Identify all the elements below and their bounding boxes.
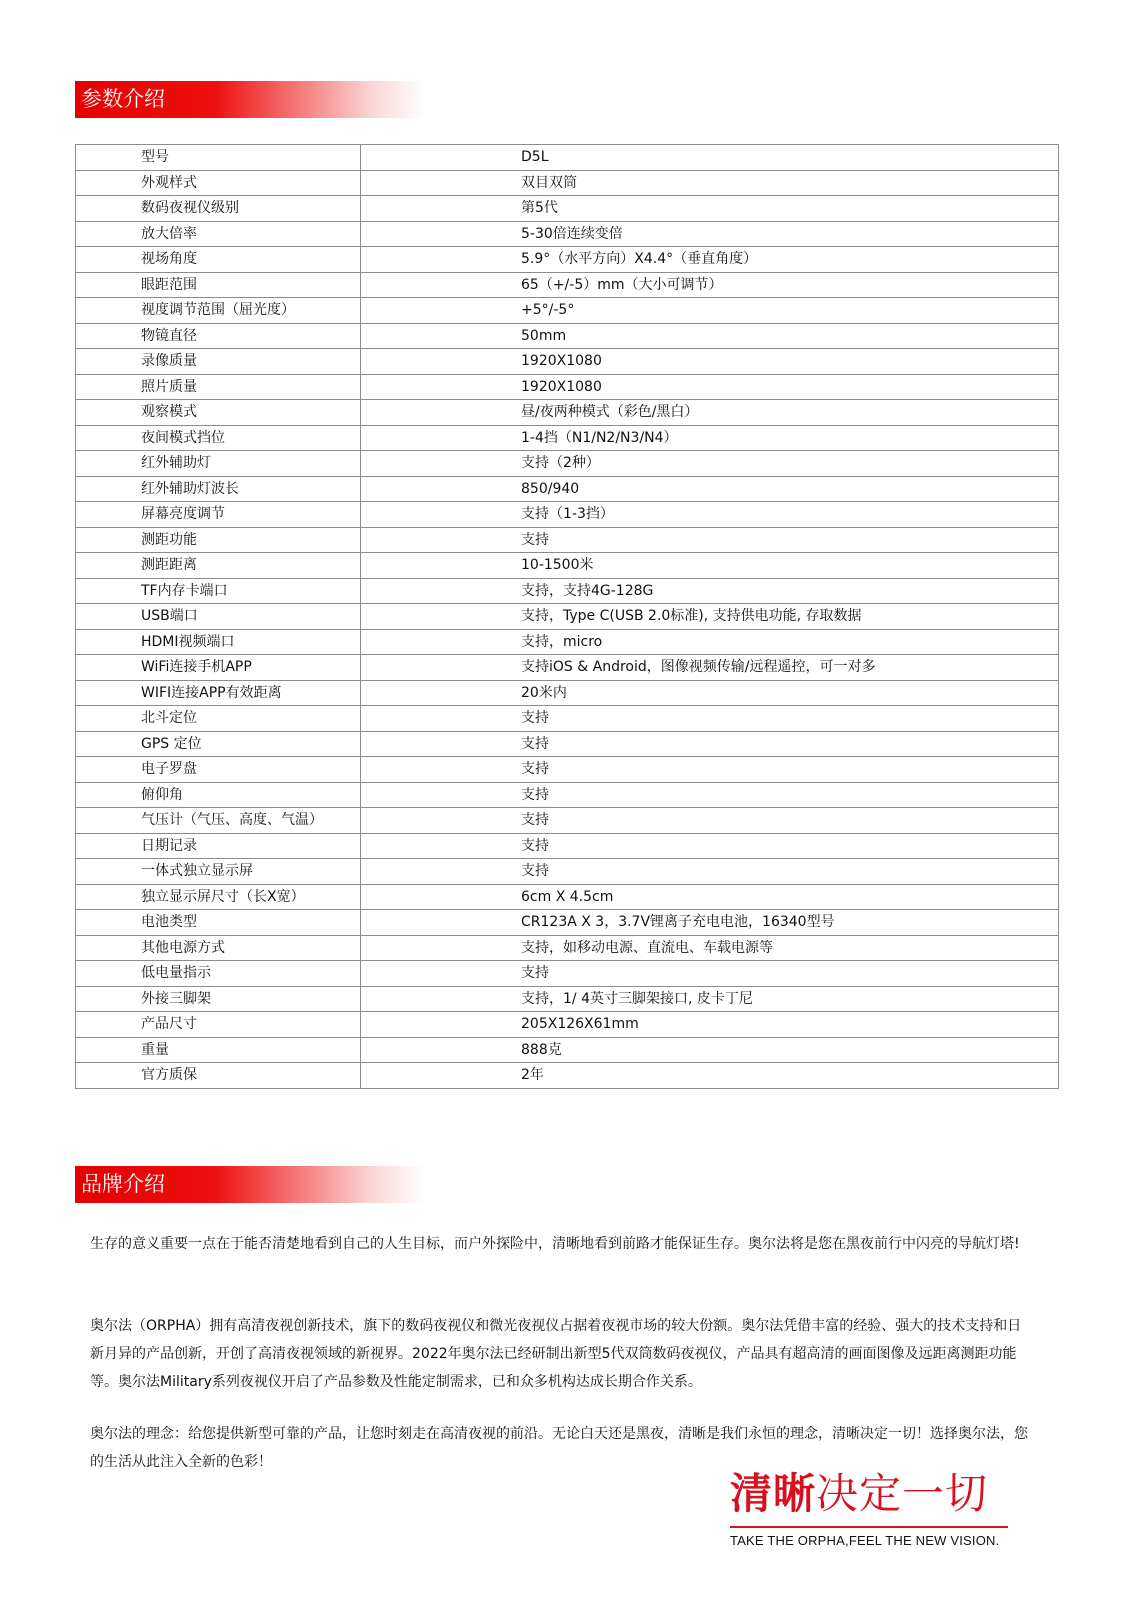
table-row [76, 145, 1059, 171]
spec-value: 支持 [361, 527, 1059, 553]
spec-name: WIFI连接APP有效距离 [76, 680, 361, 706]
spec-name: 官方质保 [76, 1063, 361, 1089]
spec-name: 其他电源方式 [76, 935, 361, 961]
spec-name: 照片质量 [76, 374, 361, 400]
table-row [76, 451, 1059, 477]
table-row [76, 1037, 1059, 1063]
slogan-tagline: TAKE THE ORPHA,FEEL THE NEW VISION. [730, 1533, 1000, 1548]
spec-name: 测距距离 [76, 553, 361, 579]
spec-value: 5.9°（水平方向）X4.4°（垂直角度） [361, 247, 1059, 273]
table-row [76, 833, 1059, 859]
spec-value: 205X126X61mm [361, 1012, 1059, 1038]
spec-name: 气压计（气压、高度、气温） [76, 808, 361, 834]
table-row [76, 553, 1059, 579]
spec-value: D5L [361, 145, 1059, 171]
table-row [76, 706, 1059, 732]
spec-name: 屏幕亮度调节 [76, 502, 361, 528]
spec-name: 放大倍率 [76, 221, 361, 247]
spec-value: 支持 [361, 731, 1059, 757]
spec-value: 双目双筒 [361, 170, 1059, 196]
spec-name: HDMI视频端口 [76, 629, 361, 655]
spec-value: 10-1500米 [361, 553, 1059, 579]
table-row [76, 757, 1059, 783]
spec-value: 支持，如移动电源、直流电、车载电源等 [361, 935, 1059, 961]
spec-table [75, 144, 1059, 1089]
table-row [76, 196, 1059, 222]
slogan-light: 决定一切 [816, 1469, 989, 1518]
table-row [76, 578, 1059, 604]
table-row [76, 400, 1059, 426]
table-row [76, 323, 1059, 349]
spec-name: 型号 [76, 145, 361, 171]
spec-name: 物镜直径 [76, 323, 361, 349]
spec-value: 1-4挡（N1/N2/N3/N4） [361, 425, 1059, 451]
spec-name: WiFi连接手机APP [76, 655, 361, 681]
slogan [730, 1464, 988, 1524]
spec-value: 65（+/-5）mm（大小可调节） [361, 272, 1059, 298]
spec-value: 昼/夜两种模式（彩色/黑白） [361, 400, 1059, 426]
table-row [76, 884, 1059, 910]
brand-section-title: 品牌介绍 [81, 1172, 165, 1196]
spec-value: 支持 [361, 782, 1059, 808]
spec-value: 支持（1-3挡） [361, 502, 1059, 528]
table-row [76, 170, 1059, 196]
spec-name: 测距功能 [76, 527, 361, 553]
spec-name: 产品尺寸 [76, 1012, 361, 1038]
table-row [76, 221, 1059, 247]
spec-name: 外观样式 [76, 170, 361, 196]
spec-name: USB端口 [76, 604, 361, 630]
spec-value: 支持 [361, 808, 1059, 834]
spec-value: 支持，micro [361, 629, 1059, 655]
spec-value: 支持，Type C(USB 2.0标准), 支持供电功能, 存取数据 [361, 604, 1059, 630]
spec-name: 数码夜视仪级别 [76, 196, 361, 222]
table-row [76, 935, 1059, 961]
spec-value: 1920X1080 [361, 374, 1059, 400]
brand-section-header [75, 1166, 425, 1203]
spec-value: 支持，支持4G-128G [361, 578, 1059, 604]
table-row [76, 808, 1059, 834]
spec-name: 日期记录 [76, 833, 361, 859]
spec-value: 5-30倍连续变倍 [361, 221, 1059, 247]
spec-name: 独立显示屏尺寸（长X宽） [76, 884, 361, 910]
table-row [76, 374, 1059, 400]
table-row [76, 1063, 1059, 1089]
brand-paragraph-3: 奥尔法的理念：给您提供新型可靠的产品，让您时刻走在高清夜视的前沿。无论白天还是黑夜，清晰是我们永恒的理念，清晰决定一切！选择奥尔法，您的生活从此注入全新的色彩！ [90, 1426, 1028, 1470]
spec-value: 支持 [361, 706, 1059, 732]
spec-name: 电子罗盘 [76, 757, 361, 783]
table-row [76, 655, 1059, 681]
table-row [76, 247, 1059, 273]
brand-paragraph-1: 生存的意义重要一点在于能否清楚地看到自己的人生目标，而户外探险中，清晰地看到前路才能保证生存。奥尔法将是您在黑夜前行中闪亮的导航灯塔! [90, 1236, 1020, 1252]
spec-name: 红外辅助灯 [76, 451, 361, 477]
params-section-header [75, 81, 425, 118]
table-row [76, 604, 1059, 630]
slogan-underline [730, 1526, 1008, 1528]
spec-name: 视场角度 [76, 247, 361, 273]
table-row [76, 859, 1059, 885]
table-row [76, 425, 1059, 451]
spec-name: TF内存卡端口 [76, 578, 361, 604]
spec-value: 支持 [361, 859, 1059, 885]
table-row [76, 961, 1059, 987]
spec-name: 重量 [76, 1037, 361, 1063]
spec-name: 俯仰角 [76, 782, 361, 808]
spec-name: 录像质量 [76, 349, 361, 375]
spec-value: 20米内 [361, 680, 1059, 706]
spec-name: 红外辅助灯波长 [76, 476, 361, 502]
brand-paragraph-2: 奥尔法（ORPHA）拥有高清夜视创新技术，旗下的数码夜视仪和微光夜视仪占据着夜视市场的较大份额。奥尔法凭借丰富的经验、强大的技术支持和日新月异的产品创新，开创了高清夜视领域的新视界。2022年奥尔法已经研制出新型5代双筒数码夜视仪，产品具有超高清的画面图像及远距离测距功能等。奥尔法Military系列夜视仪开启了产品参数及性能定制需求，已和众多机构达成长期合作关系。 [90, 1318, 1022, 1390]
table-row [76, 782, 1059, 808]
spec-value: 支持，1/ 4英寸三脚架接口, 皮卡丁尼 [361, 986, 1059, 1012]
params-section-title: 参数介绍 [81, 87, 165, 111]
table-row [76, 502, 1059, 528]
spec-value: 888克 [361, 1037, 1059, 1063]
table-row [76, 629, 1059, 655]
spec-value: 支持iOS & Android，图像视频传输/远程遥控，可一对多 [361, 655, 1059, 681]
spec-value: 支持 [361, 757, 1059, 783]
spec-name: 电池类型 [76, 910, 361, 936]
spec-name: 外接三脚架 [76, 986, 361, 1012]
spec-value: CR123A X 3，3.7V锂离子充电电池，16340型号 [361, 910, 1059, 936]
table-row [76, 910, 1059, 936]
spec-name: GPS 定位 [76, 731, 361, 757]
spec-name: 一体式独立显示屏 [76, 859, 361, 885]
spec-name: 北斗定位 [76, 706, 361, 732]
spec-value: 2年 [361, 1063, 1059, 1089]
spec-value: 第5代 [361, 196, 1059, 222]
table-row [76, 1012, 1059, 1038]
spec-value: 6cm X 4.5cm [361, 884, 1059, 910]
table-row [76, 527, 1059, 553]
table-row [76, 986, 1059, 1012]
spec-name: 视度调节范围（屈光度） [76, 298, 361, 324]
spec-value: 1920X1080 [361, 349, 1059, 375]
spec-value: 850/940 [361, 476, 1059, 502]
spec-value: +5°/-5° [361, 298, 1059, 324]
slogan-bold: 清晰 [730, 1469, 817, 1518]
spec-value: 支持 [361, 833, 1059, 859]
spec-name: 眼距范围 [76, 272, 361, 298]
spec-name: 低电量指示 [76, 961, 361, 987]
spec-name: 夜间模式挡位 [76, 425, 361, 451]
table-row [76, 731, 1059, 757]
spec-value: 支持（2种） [361, 451, 1059, 477]
table-row [76, 272, 1059, 298]
table-row [76, 680, 1059, 706]
spec-value: 支持 [361, 961, 1059, 987]
table-row [76, 298, 1059, 324]
spec-name: 观察模式 [76, 400, 361, 426]
table-row [76, 476, 1059, 502]
spec-value: 50mm [361, 323, 1059, 349]
table-row [76, 349, 1059, 375]
